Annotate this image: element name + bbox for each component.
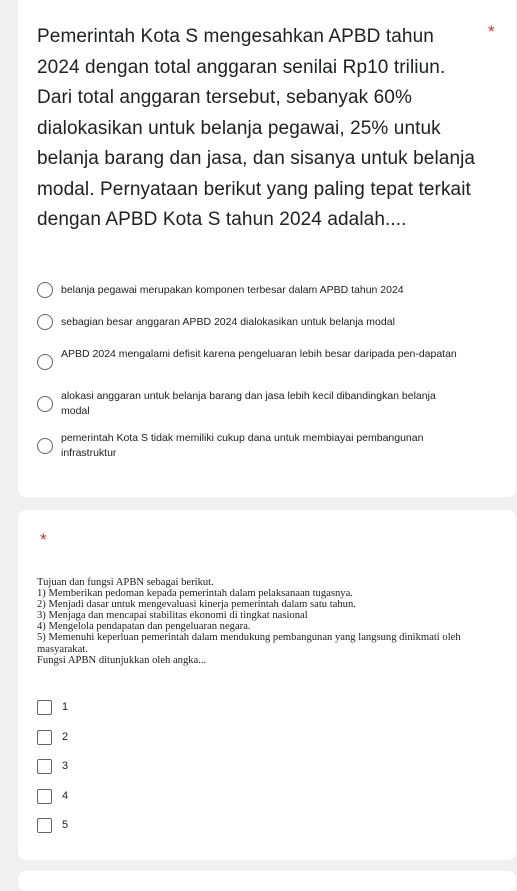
required-asterisk: * [488, 22, 495, 41]
required-asterisk: * [40, 530, 47, 549]
question-card-2 [18, 510, 516, 860]
radio-circle-icon[interactable] [37, 314, 53, 330]
checkbox-label: 4 [62, 789, 69, 802]
checkbox-label: 2 [62, 730, 69, 743]
checkbox-label: 1 [62, 701, 69, 713]
radio-group [37, 282, 477, 472]
radio-circle-icon[interactable] [37, 396, 53, 412]
option-label: belanja pegawai merupakan komponen terbesar dalam APBD tahun 2024 [61, 284, 404, 296]
checkbox-icon[interactable] [37, 700, 52, 715]
radio-option-5[interactable] [37, 430, 477, 472]
radio-option-2[interactable] [37, 314, 477, 346]
question-1-title: Pemerintah Kota S mengesahkan APBD tahun 2024 dengan total anggaran senilai Rp10 triliun. Dari total anggaran tersebut, sebanyak 60% dialokasikan untuk belanja pegawai, 25% untuk belanja barang dan jasa, dan sisanya untuk belanja modal. Pernyataan berikut yang paling tepat terkait dengan APBD Kota S tahun 2024 adalah.... [37, 26, 476, 230]
checkbox-label: 5 [62, 819, 69, 831]
option-label: APBD 2024 mengalami defisit karena pengeluaran lebih besar daripada pen-dapatan [61, 348, 457, 360]
question-2-prompt [37, 577, 477, 666]
prompt-line: 4) Mengelola pendapatan dan pengeluaran negara. [37, 621, 251, 633]
prompt-line: 3) Menjaga dan mencapai stabilitas ekonomi di tingkat nasional [37, 610, 308, 622]
option-label: alokasi anggaran untuk belanja barang dan jasa lebih kecil dibandingkan belanja modal [61, 390, 436, 417]
radio-circle-icon[interactable] [37, 282, 53, 298]
checkbox-icon[interactable] [37, 759, 52, 774]
prompt-line: Tujuan dan fungsi APBN sebagai berikut. [37, 577, 214, 588]
option-label: sebagian besar anggaran APBD 2024 dialokasikan untuk belanja modal [61, 316, 395, 328]
prompt-line: 5) Memenuhi keperluan pemerintah dalam mendukung pembangunan yang langsung dinikmati oleh masyarakat. [37, 632, 461, 655]
radio-option-4[interactable] [37, 388, 477, 430]
checkbox-icon[interactable] [37, 789, 52, 804]
checkbox-icon[interactable] [37, 730, 52, 745]
radio-circle-icon[interactable] [37, 354, 53, 370]
prompt-line: Fungsi APBN ditunjukkan oleh angka... [37, 654, 207, 666]
prompt-line: 1) Memberikan pedoman kepada pemerintah dalam pelaksanaan tugasnya. [37, 588, 353, 600]
radio-circle-icon[interactable] [37, 438, 53, 454]
question-card-3 [18, 871, 516, 891]
option-label: pemerintah Kota S tidak memiliki cukup dana untuk membiayai pembangunan infrastruktur [61, 432, 424, 459]
checkbox-label: 3 [62, 760, 69, 772]
radio-option-3[interactable] [37, 346, 477, 388]
radio-option-1[interactable] [37, 282, 477, 314]
question-card-1 [18, 0, 516, 497]
checkbox-icon[interactable] [37, 818, 52, 833]
prompt-line: 2) Menjadi dasar untuk mengevaluasi kinerja pemerintah dalam satu tahun. [37, 599, 356, 611]
